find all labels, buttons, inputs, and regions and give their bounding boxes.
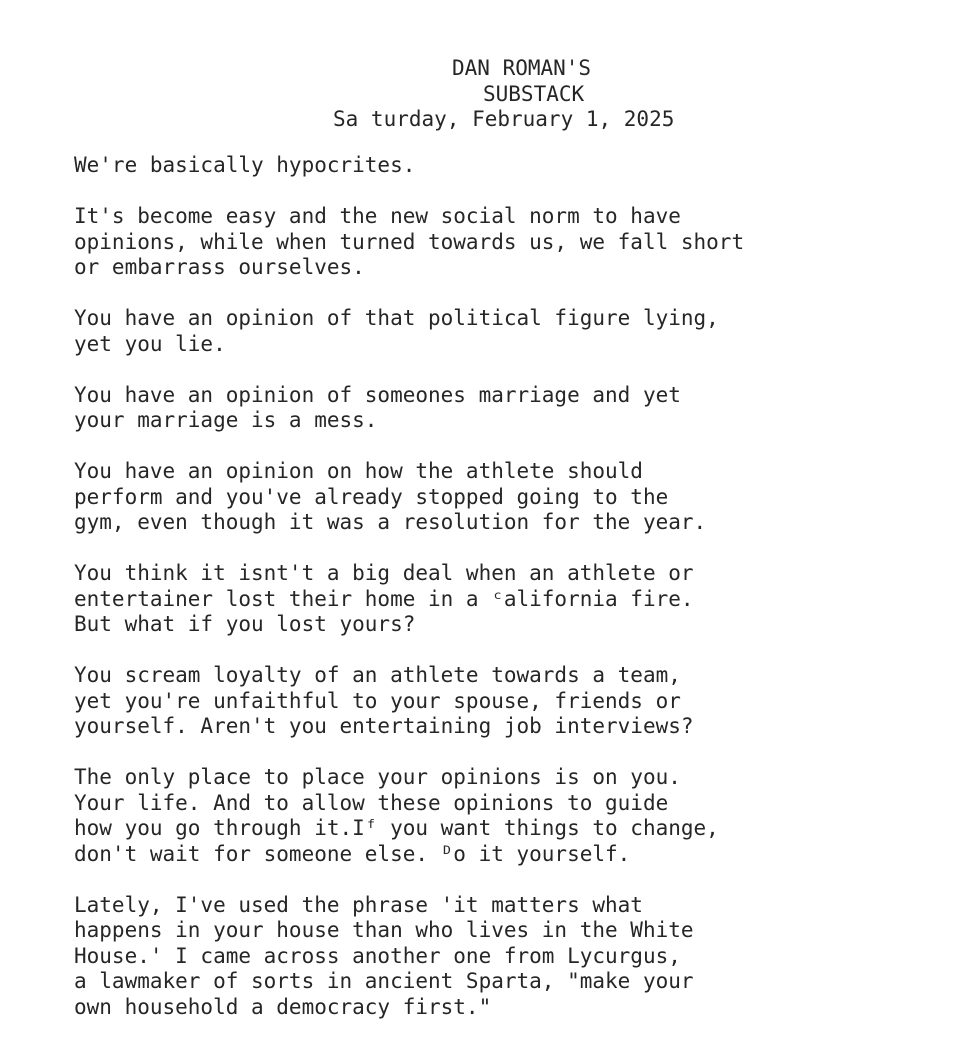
text-line: yet you're unfaithful to your spouse, friends or (74, 688, 681, 713)
publication-date: Sa turday, February 1, 2025 (333, 107, 675, 131)
text-line: Lately, I've used the phrase 'it matters what (74, 892, 643, 917)
text-line: But what if you lost yours? (74, 612, 416, 636)
text-line: your marriage is a mess. (74, 408, 378, 432)
text-line: or embarrass ourselves. (74, 255, 365, 279)
paragraph (74, 153, 934, 179)
text-line: You have an opinion on how the athlete should (74, 459, 643, 483)
paragraph (74, 204, 934, 281)
text-line: You scream loyalty of an athlete towards a team, (74, 663, 681, 687)
text-line: yourself. Aren't you entertaining job interviews? (74, 714, 694, 738)
text-line: perform and you've already stopped going to the (74, 484, 669, 509)
paragraph (74, 383, 934, 434)
text-line: don't wait for someone else. ᴰo it yourself. (74, 841, 631, 866)
article-body (74, 153, 934, 1046)
paragraph (74, 561, 934, 638)
text-line: House.' I came across another one from Lycurgus, (74, 943, 681, 968)
text-line: The only place to place your opinions is on you. (74, 765, 681, 789)
text-line: You have an opinion of that political figure lying, (74, 306, 719, 330)
text-line: yet you lie. (74, 331, 226, 356)
text-line: happens in your house than who lives in the White (74, 918, 694, 942)
text-line: Your life. And to allow these opinions to guide (74, 790, 669, 815)
text-line: It's become easy and the new social norm to have (74, 204, 681, 228)
text-line: own household a democracy first." (74, 994, 492, 1019)
text-line: You think it isnt't a big deal when an athlete or (74, 561, 694, 585)
masthead-name: DAN ROMAN'S (452, 56, 592, 80)
paragraph (74, 663, 934, 740)
text-line: opinions, while when turned towards us, we fall short (74, 229, 745, 254)
text-line: gym, even though it was a resolution for the year. (74, 510, 707, 534)
text-line: entertainer lost their home in a ᶜalifornia fire. (74, 586, 694, 611)
text-line: how you go through it.Iᶠ you want things to change, (74, 816, 719, 840)
paragraph (74, 893, 934, 1021)
text-line: We're basically hypocrites. (74, 153, 416, 177)
paragraph (74, 306, 934, 357)
text-line: a lawmaker of sorts in ancient Sparta, "make your (74, 969, 694, 993)
text-line: You have an opinion of someones marriage and yet (74, 382, 681, 407)
paragraph (74, 765, 934, 867)
paragraph (74, 459, 934, 536)
masthead-publication: SUBSTACK (483, 81, 585, 106)
